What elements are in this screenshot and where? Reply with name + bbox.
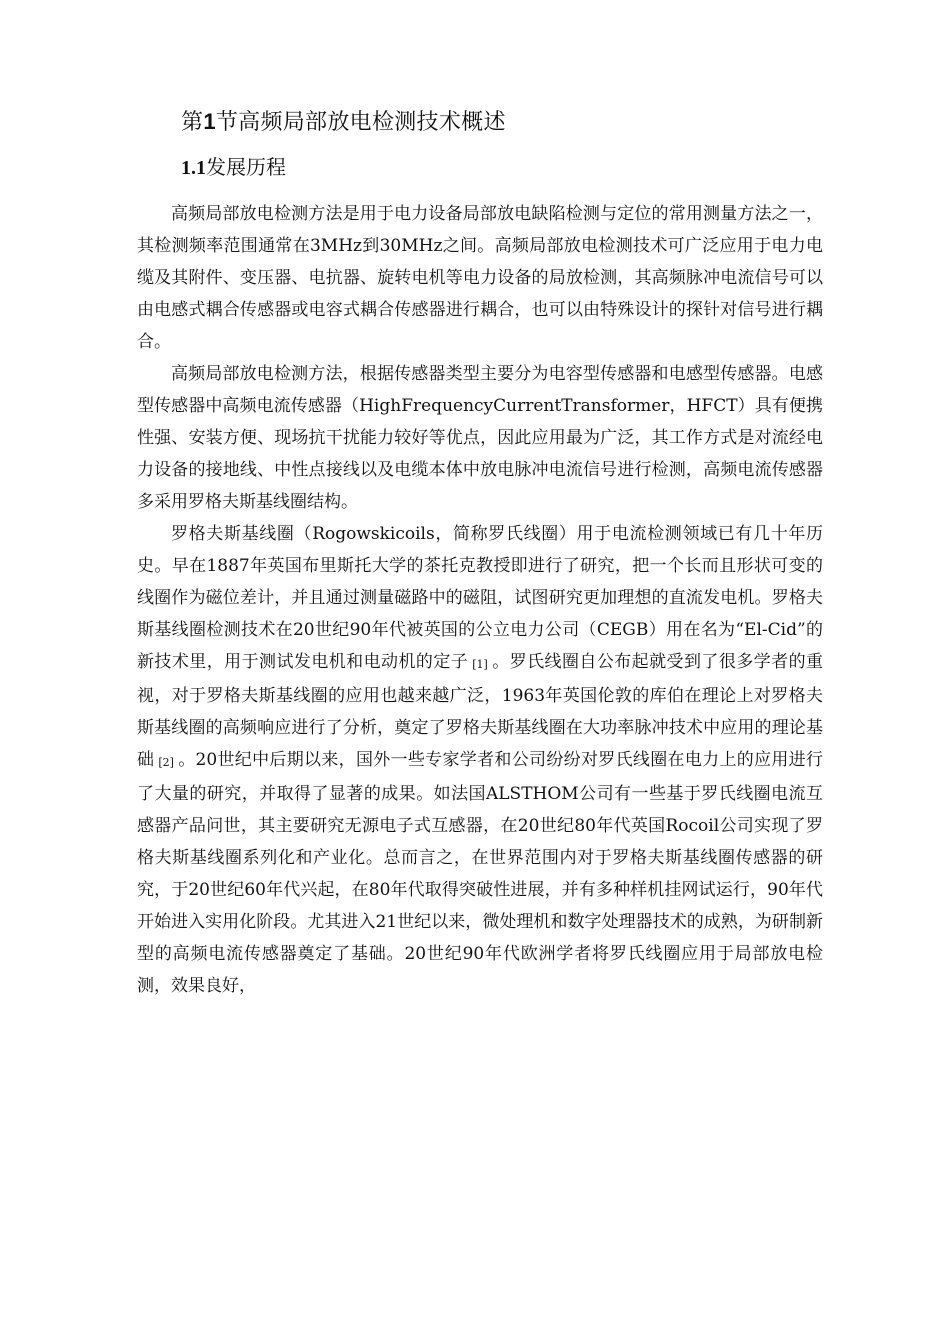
paragraph-1: 高频局部放电检测方法是用于电力设备局部放电缺陷检测与定位的常用测量方法之一，其检测频率范围通常在3MHz到30MHz之间。高频局部放电检测技术可广泛应用于电力电缆及其附件、变压器、电抗器、旋转电机等电力设备的局放检测，其高频脉冲电流信号可以由电感式耦合传感器或电容式耦合传感器进行耦合，也可以由特殊设计的探针对信号进行耦合。	[137, 204, 823, 352]
section-title	[181, 106, 506, 139]
paragraph-3	[137, 518, 823, 1002]
section-title-text: 节高频局部放电检测技术概述	[215, 110, 506, 135]
section-title-number: 1	[203, 109, 216, 134]
subsection-text: 发展历程	[206, 155, 286, 179]
subsection-title	[181, 152, 286, 183]
paragraph-3-part-a: 罗格夫斯基线圈（Rogowskicoils，简称罗氏线圈）用于电流检测领域已有几十年历史。早在1887年英国布里斯托大学的茶托克教授即进行了研究，把一个长而且形状可变的线圈作为磁位差计，并且通过测量磁路中的磁阻，试图研究更加理想的直流发电机。罗格夫斯基线圈检测技术在20世纪90年代被英国的公立电力公司（CEGB）用在名为“El-Cid”的新技术里，用于测试发电机和电动机的定子	[137, 524, 823, 672]
paragraph-3-part-b: 。罗氏线圈自公布起就受到了很多学者的重视，对于罗格夫斯基线圈的应用也越来越广泛，1963年英国伦敦的库伯在理论上对罗格夫斯基线圈的高频响应进行了分析，奠定了罗格夫斯基线圈在大功率脉冲技术中应用的理论基础	[137, 652, 823, 770]
paragraph-3-part-c: 。20世纪中后期以来，国外一些专家学者和公司纷纷对罗氏线圈在电力上的应用进行了大量的研究，并取得了显著的成果。如法国ALSTHOM公司有一些基于罗氏线圈电流互感器产品问世，其主要研究无源电子式互感器，在20世纪80年代英国Rocoil公司实现了罗格夫斯基线圈系列化和产业化。总而言之，在世界范围内对于罗格夫斯基线圈传感器的研究，于20世纪60年代兴起，在80年代取得突破性进展，并有多种样机挂网试运行，90年代开始进入实用化阶段。尤其进入21世纪以来，微处理机和数字处理器技术的成熟，为研制新型的高频电流传感器奠定了基础。20世纪90年代欧洲学者将罗氏线圈应用于局部放电检测，效果良好，	[137, 750, 823, 996]
citation-1: [1]	[472, 658, 488, 671]
subsection-number: 1.1	[181, 157, 206, 179]
paragraph-2: 高频局部放电检测方法，根据传感器类型主要分为电容型传感器和电感型传感器。电感型传感器中高频电流传感器（HighFrequencyCurrentTransformer，HFCT）具有便携性强、安装方便、现场抗干扰能力较好等优点，因此应用最为广泛，其工作方式是对流经电力设备的接地线、中性点接线以及电缆本体中放电脉冲电流信号进行检测，高频电流传感器多采用罗格夫斯基线圈结构。	[137, 364, 823, 512]
section-title-prefix: 第	[181, 110, 204, 135]
citation-2: [2]	[158, 756, 174, 769]
body-text	[137, 198, 823, 1002]
